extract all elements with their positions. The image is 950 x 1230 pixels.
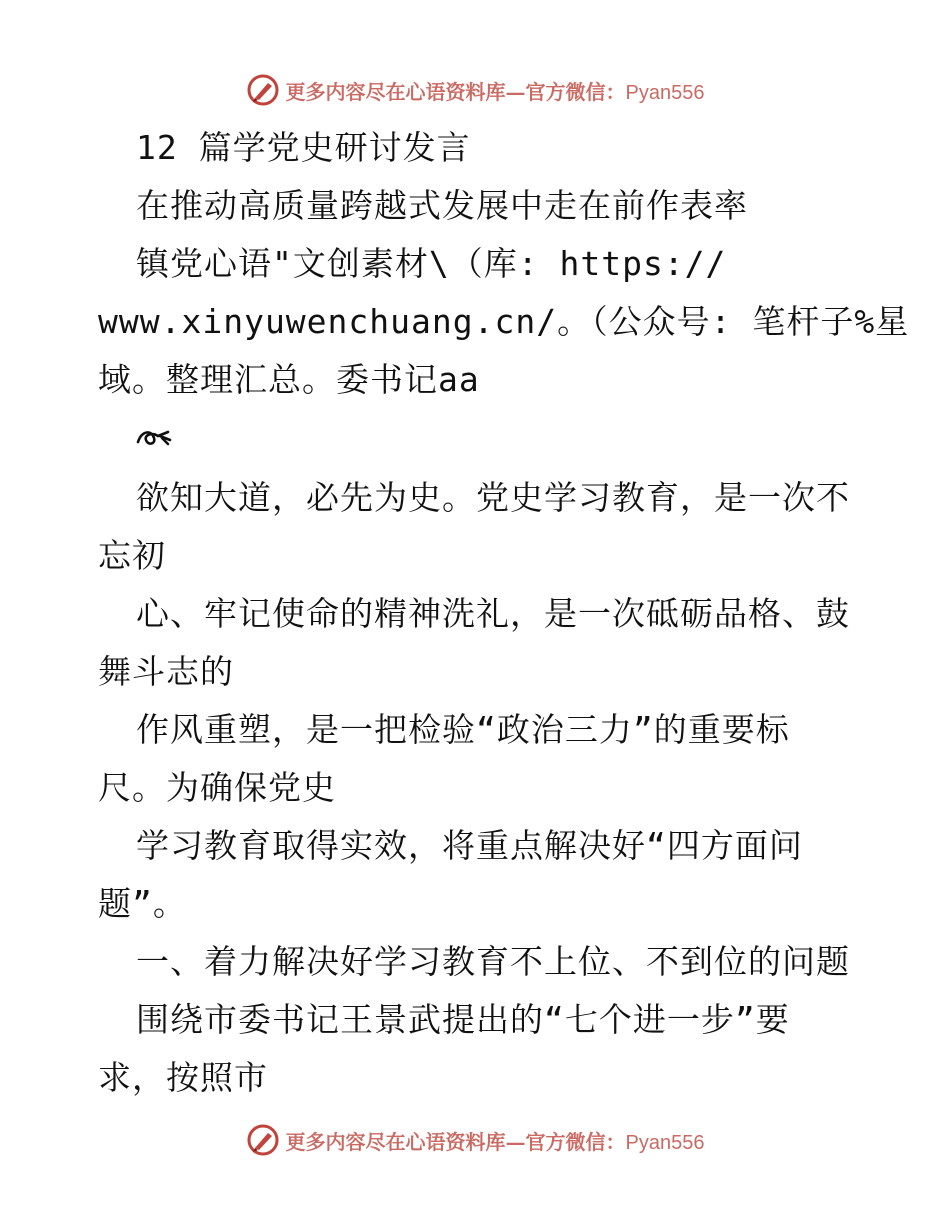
- flourish-ornament-icon: [134, 422, 174, 452]
- doc-line: 镇党心语"文创素材\（库: https://: [136, 244, 727, 283]
- doc-paragraph-line: 忘初: [98, 536, 166, 575]
- doc-paragraph-line: 欲知大道，必先为史。党史学习教育，是一次不: [136, 478, 850, 517]
- doc-line: www.xinyuwenchuang.cn/。（公众号: 笔杆子%星: [98, 302, 910, 341]
- doc-paragraph-line: 舞斗志的: [98, 652, 234, 691]
- doc-paragraph-line: 题”。: [98, 884, 187, 923]
- doc-paragraph-line: 心、牢记使命的精神洗礼，是一次砥砺品格、鼓: [136, 594, 850, 633]
- doc-paragraph-line: 作风重塑，是一把检验“政治三力”的重要标: [136, 710, 790, 749]
- banner-text: 更多内容尽在心语资料库—官方微信：Pyan556: [285, 79, 705, 104]
- pen-logo-icon: [246, 1123, 280, 1157]
- doc-subtitle: 在推动高质量跨越式发展中走在前作表率: [136, 186, 748, 225]
- doc-title: 12 篇学党史研讨发言: [136, 128, 471, 167]
- header-banner: [0, 70, 950, 110]
- doc-paragraph-line: 学习教育取得实效，将重点解决好“四方面问: [136, 826, 803, 865]
- doc-paragraph-line: 求，按照市: [98, 1058, 268, 1097]
- pen-logo-icon: [246, 73, 280, 107]
- footer-banner: [0, 1120, 950, 1160]
- doc-paragraph-line: 尺。为确保党史: [98, 768, 336, 807]
- doc-section-heading: 一、着力解决好学习教育不上位、不到位的问题: [136, 942, 850, 981]
- banner-text: 更多内容尽在心语资料库—官方微信：Pyan556: [285, 1129, 705, 1154]
- doc-line: 域。整理汇总。委书记aa: [98, 360, 480, 399]
- doc-paragraph-line: 围绕市委书记王景武提出的“七个进一步”要: [136, 1000, 790, 1039]
